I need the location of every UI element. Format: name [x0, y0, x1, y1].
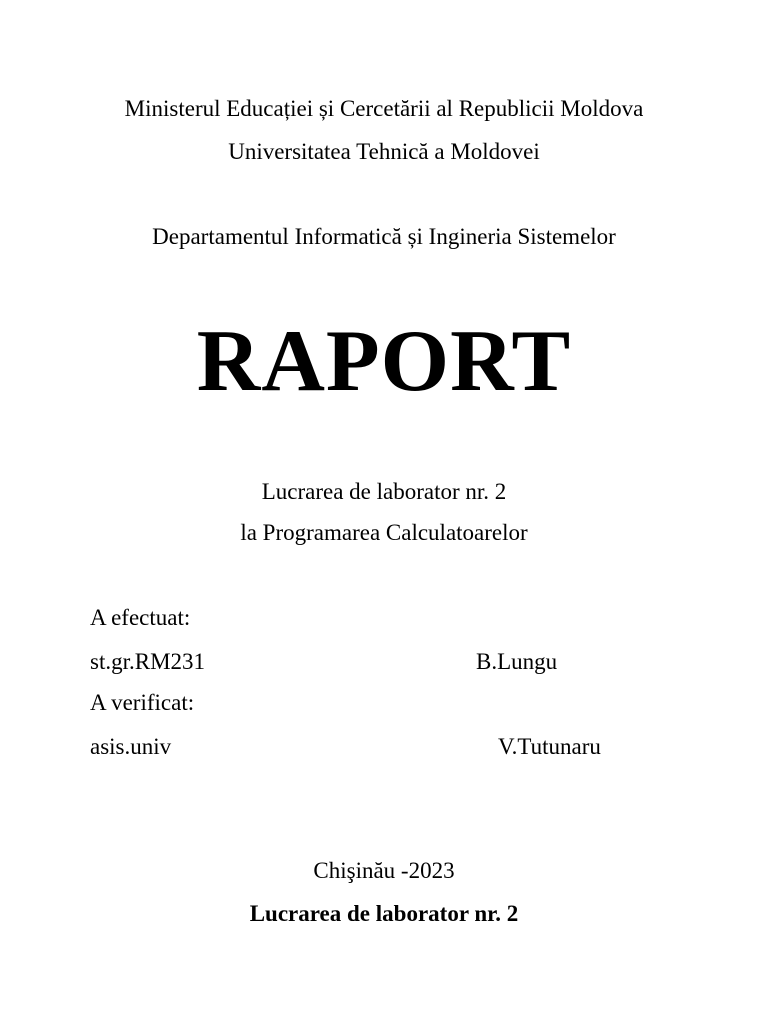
verified-by-label: A verificat: [90, 690, 195, 715]
student-name: B.Lungu [476, 649, 558, 674]
lab-work-heading: Lucrarea de laborator nr. 2 [249, 901, 519, 926]
department-name: Departamentul Informatică și Ingineria Sistemelor [152, 224, 616, 249]
student-group: st.gr.RM231 [90, 649, 206, 674]
ministry-name: Ministerul Educației și Cercetării al Republicii Moldova [124, 96, 644, 121]
teacher-name: V.Tutunaru [498, 734, 601, 759]
performed-by-label: A efectuat: [90, 605, 191, 630]
lab-work-number: Lucrarea de laborator nr. 2 [261, 479, 507, 504]
place-and-year: Chişinău -2023 [313, 858, 455, 883]
university-name: Universitatea Tehnică a Moldovei [228, 139, 540, 164]
course-name: la Programarea Calculatoarelor [240, 520, 528, 545]
teacher-title: asis.univ [90, 734, 172, 759]
report-title: RAPORT [196, 313, 572, 410]
